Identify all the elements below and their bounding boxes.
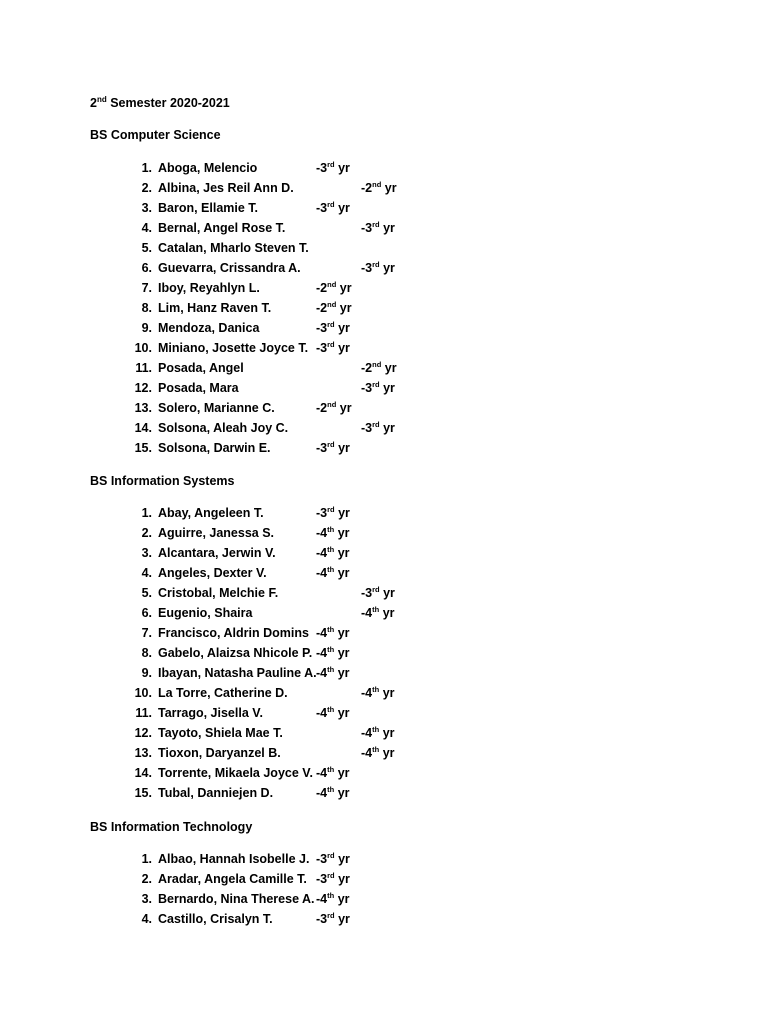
list-item: [0, 380, 768, 400]
year-level: [361, 585, 395, 601]
list-item: [0, 685, 768, 705]
list-item: [0, 625, 768, 645]
year-suffix: yr: [334, 786, 350, 800]
year-suffix: yr: [379, 606, 395, 620]
student-name: Eugenio, Shaira: [158, 606, 253, 620]
year-level: [316, 911, 350, 927]
year-number: -4: [361, 726, 373, 740]
list-item: [0, 665, 768, 685]
year-level: [361, 220, 395, 236]
year-level: [361, 360, 397, 376]
year-suffix: yr: [334, 872, 350, 886]
year-suffix: yr: [334, 526, 350, 540]
year-level: [316, 891, 350, 907]
student-name: Bernardo, Nina Therese A.: [158, 892, 315, 906]
student-name: Ibayan, Natasha Pauline A.: [158, 666, 317, 680]
year-suffix: yr: [334, 892, 350, 906]
year-suffix: yr: [379, 381, 395, 395]
student-name: Tioxon, Daryanzel B.: [158, 746, 281, 760]
item-number: 5. 5.: [141, 241, 152, 255]
list-item: [0, 911, 768, 931]
item-number: 3. 3.: [141, 201, 152, 215]
year-number: -3: [316, 201, 328, 215]
year-ordinal: th: [372, 605, 380, 614]
year-level: [316, 300, 352, 316]
section-heading-it: BS Information Technology: [90, 820, 253, 834]
year-level: [361, 725, 395, 741]
year-number: -4: [316, 646, 328, 660]
list-item: [0, 400, 768, 420]
list-item: [0, 260, 768, 280]
year-ordinal: rd: [327, 440, 335, 449]
year-number: -3: [316, 341, 328, 355]
item-number: 11. 11.: [135, 706, 152, 720]
item-number: 13. 13.: [134, 401, 152, 415]
year-suffix: yr: [379, 221, 395, 235]
item-number: 2. 2.: [141, 181, 152, 195]
year-number: -3: [316, 852, 328, 866]
year-ordinal: th: [327, 625, 335, 634]
year-level: [316, 160, 350, 176]
item-number: 7. 7.: [141, 281, 152, 295]
item-number: 4. 4.: [141, 221, 152, 235]
list-item: [0, 645, 768, 665]
year-ordinal: rd: [327, 505, 335, 514]
year-suffix: yr: [334, 852, 350, 866]
year-number: -4: [316, 786, 328, 800]
student-name: Bernal, Angel Rose T.: [158, 221, 286, 235]
year-suffix: yr: [381, 361, 397, 375]
student-name: Aboga, Melencio: [158, 161, 258, 175]
year-level: [316, 765, 350, 781]
item-number: 7. 7.: [141, 626, 152, 640]
year-suffix: yr: [334, 341, 350, 355]
student-name: Albao, Hannah Isobelle J.: [158, 852, 310, 866]
section-heading-is: BS Information Systems: [90, 474, 235, 488]
year-ordinal: th: [327, 765, 335, 774]
item-number: 15. 15.: [134, 786, 152, 800]
list-item: [0, 765, 768, 785]
year-number: -4: [316, 706, 328, 720]
list-item: [0, 785, 768, 805]
year-suffix: yr: [379, 686, 395, 700]
list-item: [0, 545, 768, 565]
list-item: [0, 725, 768, 745]
item-number: 1. 1.: [141, 852, 152, 866]
year-number: -4: [316, 766, 328, 780]
year-ordinal: nd: [327, 400, 337, 409]
student-name: Mendoza, Danica: [158, 321, 260, 335]
item-number: 5. 5.: [141, 586, 152, 600]
year-level: [316, 645, 350, 661]
semester-title-rest: Semester 2020-2021: [106, 96, 230, 110]
year-ordinal: th: [327, 705, 335, 714]
student-name: Alcantara, Jerwin V.: [158, 546, 276, 560]
list-item: [0, 220, 768, 240]
year-level: [316, 320, 350, 336]
item-number: 12. 12.: [134, 726, 152, 740]
year-number: -4: [316, 566, 328, 580]
semester-title: [90, 95, 230, 111]
year-suffix: yr: [379, 421, 395, 435]
list-item: [0, 745, 768, 765]
year-level: [361, 605, 395, 621]
year-ordinal: rd: [372, 420, 380, 429]
item-number: 3. 3.: [141, 546, 152, 560]
student-list-cs: [0, 160, 768, 460]
item-number: 9. 9.: [141, 321, 152, 335]
year-suffix: yr: [336, 281, 352, 295]
year-ordinal: th: [327, 785, 335, 794]
list-item: [0, 440, 768, 460]
year-ordinal: nd: [327, 300, 337, 309]
year-level: [316, 440, 350, 456]
item-number: 14. 14.: [134, 766, 152, 780]
item-number: 6. 6.: [141, 606, 152, 620]
year-ordinal: rd: [372, 260, 380, 269]
student-name: Torrente, Mikaela Joyce V.: [158, 766, 313, 780]
year-level: [316, 665, 350, 681]
year-number: -3: [361, 381, 373, 395]
year-suffix: yr: [379, 586, 395, 600]
semester-title-number: 2: [90, 96, 97, 110]
year-level: [316, 200, 350, 216]
student-name: Solsona, Aleah Joy C.: [158, 421, 289, 435]
year-suffix: yr: [379, 261, 395, 275]
year-suffix: yr: [334, 321, 350, 335]
item-number: 1. 1.: [141, 506, 152, 520]
year-number: -4: [316, 526, 328, 540]
year-ordinal: th: [327, 525, 335, 534]
year-ordinal: th: [327, 545, 335, 554]
year-ordinal: nd: [372, 180, 382, 189]
year-level: [316, 280, 352, 296]
year-suffix: yr: [381, 181, 397, 195]
year-number: -3: [316, 321, 328, 335]
year-ordinal: nd: [372, 360, 382, 369]
student-name: Iboy, Reyahlyn L.: [158, 281, 260, 295]
year-number: -4: [316, 892, 328, 906]
item-number: 4. 4.: [141, 566, 152, 580]
student-name: La Torre, Catherine D.: [158, 686, 288, 700]
list-item: [0, 851, 768, 871]
year-level: [316, 400, 352, 416]
student-list-is: [0, 505, 768, 805]
year-ordinal: rd: [327, 871, 335, 880]
student-name: Albina, Jes Reil Ann D.: [158, 181, 294, 195]
year-level: [316, 525, 350, 541]
student-name: Posada, Mara: [158, 381, 239, 395]
year-level: [316, 785, 350, 801]
list-item: [0, 160, 768, 180]
year-number: -4: [361, 606, 373, 620]
year-number: -3: [361, 261, 373, 275]
year-number: -2: [361, 361, 373, 375]
year-suffix: yr: [334, 506, 350, 520]
item-number: 1. 1.: [141, 161, 152, 175]
list-item: [0, 605, 768, 625]
year-suffix: yr: [379, 746, 395, 760]
year-ordinal: th: [327, 665, 335, 674]
item-number: 8. 8.: [141, 646, 152, 660]
year-suffix: yr: [334, 766, 350, 780]
year-level: [316, 545, 350, 561]
year-number: -4: [316, 546, 328, 560]
item-number: 8. 8.: [141, 301, 152, 315]
student-name: Catalan, Mharlo Steven T.: [158, 241, 309, 255]
list-item: [0, 891, 768, 911]
item-number: 2. 2.: [141, 526, 152, 540]
year-ordinal: nd: [327, 280, 337, 289]
list-item: [0, 525, 768, 545]
list-item: [0, 505, 768, 525]
list-item: [0, 300, 768, 320]
list-item: [0, 340, 768, 360]
student-name: Aguirre, Janessa S.: [158, 526, 275, 540]
student-name: Lim, Hanz Raven T.: [158, 301, 272, 315]
student-name: Cristobal, Melchie F.: [158, 586, 279, 600]
student-name: Guevarra, Crissandra A.: [158, 261, 301, 275]
year-ordinal: th: [372, 685, 380, 694]
student-list-it: [0, 851, 768, 931]
year-ordinal: th: [327, 645, 335, 654]
student-name: Abay, Angeleen T.: [158, 506, 264, 520]
year-level: [361, 685, 395, 701]
year-number: -2: [316, 401, 328, 415]
list-item: [0, 705, 768, 725]
year-suffix: yr: [334, 912, 350, 926]
student-name: Solero, Marianne C.: [158, 401, 275, 415]
year-suffix: yr: [334, 441, 350, 455]
year-number: -3: [316, 506, 328, 520]
section-heading-cs: BS Computer Science: [90, 128, 221, 142]
year-ordinal: rd: [327, 320, 335, 329]
year-number: -4: [361, 746, 373, 760]
year-ordinal: rd: [327, 200, 335, 209]
list-item: [0, 240, 768, 260]
year-ordinal: rd: [372, 220, 380, 229]
year-ordinal: th: [372, 745, 380, 754]
student-name: Tayoto, Shiela Mae T.: [158, 726, 283, 740]
year-suffix: yr: [334, 566, 350, 580]
item-number: 13. 13.: [134, 746, 152, 760]
year-number: -4: [361, 686, 373, 700]
student-name: Solsona, Darwin E.: [158, 441, 271, 455]
year-suffix: yr: [334, 646, 350, 660]
item-number: 4. 4.: [141, 912, 152, 926]
year-number: -4: [316, 626, 328, 640]
list-item: [0, 320, 768, 340]
student-name: Tubal, Danniejen D.: [158, 786, 274, 800]
item-number: 2. 2.: [141, 872, 152, 886]
student-name: Tarrago, Jisella V.: [158, 706, 263, 720]
year-level: [361, 260, 395, 276]
year-level: [316, 871, 350, 887]
list-item: [0, 585, 768, 605]
student-name: Miniano, Josette Joyce T.: [158, 341, 309, 355]
year-ordinal: rd: [327, 340, 335, 349]
item-number: 12. 12.: [134, 381, 152, 395]
year-level: [316, 705, 350, 721]
item-number: 6. 6.: [141, 261, 152, 275]
year-number: -3: [361, 586, 373, 600]
year-suffix: yr: [334, 626, 350, 640]
year-level: [361, 745, 395, 761]
year-level: [361, 180, 397, 196]
year-number: -3: [361, 421, 373, 435]
year-level: [316, 565, 350, 581]
list-item: [0, 871, 768, 891]
student-name: Posada, Angel: [158, 361, 244, 375]
student-name: Gabelo, Alaizsa Nhicole P.: [158, 646, 313, 660]
year-ordinal: th: [372, 725, 380, 734]
year-level: [316, 851, 350, 867]
year-suffix: yr: [336, 301, 352, 315]
item-number: 10. 10.: [134, 341, 152, 355]
year-number: -3: [361, 221, 373, 235]
year-suffix: yr: [334, 706, 350, 720]
student-name: Angeles, Dexter V.: [158, 566, 267, 580]
year-number: -2: [316, 301, 328, 315]
semester-title-ordinal: nd: [96, 95, 107, 104]
student-name: Baron, Ellamie T.: [158, 201, 259, 215]
student-name: Francisco, Aldrin Domins: [158, 626, 309, 640]
year-suffix: yr: [336, 401, 352, 415]
year-suffix: yr: [334, 546, 350, 560]
year-number: -3: [316, 161, 328, 175]
year-suffix: yr: [334, 161, 350, 175]
item-number: 9. 9.: [141, 666, 152, 680]
student-name: Castillo, Crisalyn T.: [158, 912, 273, 926]
year-number: -2: [361, 181, 373, 195]
year-number: -3: [316, 912, 328, 926]
year-level: [361, 420, 395, 436]
list-item: [0, 360, 768, 380]
year-level: [316, 625, 350, 641]
year-suffix: yr: [334, 201, 350, 215]
year-level: [361, 380, 395, 396]
year-suffix: yr: [379, 726, 395, 740]
item-number: 15. 15.: [134, 441, 152, 455]
item-number: 10. 10.: [134, 686, 152, 700]
student-name: Aradar, Angela Camille T.: [158, 872, 307, 886]
year-ordinal: rd: [327, 851, 335, 860]
list-item: [0, 280, 768, 300]
year-ordinal: th: [327, 565, 335, 574]
item-number: 3. 3.: [141, 892, 152, 906]
item-number: 14. 14.: [134, 421, 152, 435]
year-number: -3: [316, 441, 328, 455]
year-ordinal: th: [327, 891, 335, 900]
year-ordinal: rd: [372, 380, 380, 389]
year-number: -2: [316, 281, 328, 295]
year-ordinal: rd: [327, 911, 335, 920]
year-number: -3: [316, 872, 328, 886]
list-item: [0, 200, 768, 220]
year-suffix: yr: [334, 666, 350, 680]
year-ordinal: rd: [327, 160, 335, 169]
list-item: [0, 420, 768, 440]
year-level: [316, 340, 350, 356]
year-ordinal: rd: [372, 585, 380, 594]
item-number: 11. 11.: [135, 361, 152, 375]
list-item: [0, 565, 768, 585]
year-number: -4: [316, 666, 328, 680]
list-item: [0, 180, 768, 200]
year-level: [316, 505, 350, 521]
